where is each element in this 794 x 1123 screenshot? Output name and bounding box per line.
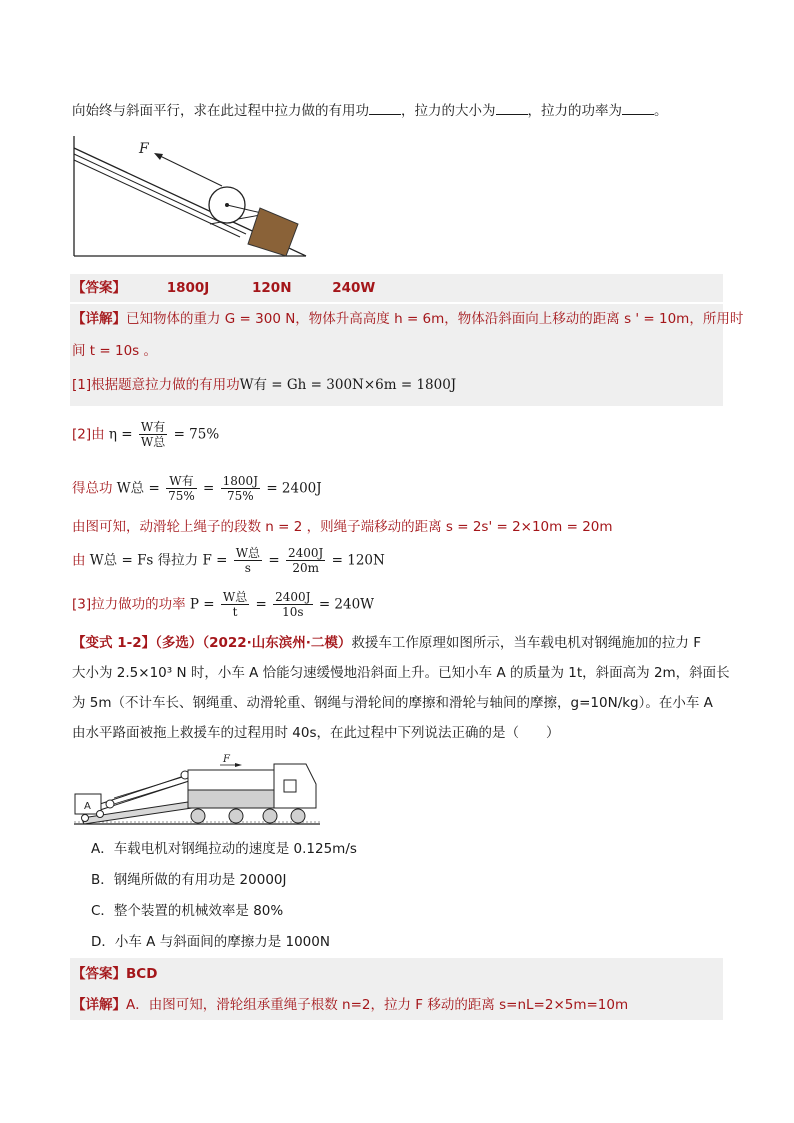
detail-text: A．由图可知，滑轮组承重绳子根数 n=2，拉力 F 移动的距离 s=nL=2×5m=10m <box>126 997 629 1013</box>
rescue-truck-figure <box>70 754 330 830</box>
answer-row-2 <box>72 965 157 983</box>
answer-label: 【答案】 <box>72 966 126 982</box>
detail-1-step-1 <box>72 376 456 394</box>
multi-select-tag: （多选） <box>155 635 203 651</box>
step-lhs: W总 = <box>116 480 160 497</box>
source-tag: （2022·山东滨州·二模） <box>202 635 352 651</box>
question-top-line <box>72 102 668 120</box>
variant-tag: 【变式 1-2】 <box>72 635 156 651</box>
fraction: $\frac{\text{W有}}{\text{W总}}$ <box>140 420 166 449</box>
step-result: = 240W <box>318 596 375 613</box>
detail-1-line-1 <box>72 310 743 328</box>
detail-2-line <box>72 996 628 1014</box>
answer-blank-2 <box>496 102 528 115</box>
detail-1-step-3: 得总功 W总 = $\frac{\text{W有}}{75\%}$ = $\frac{1800J}{75\%}$ = 2400J <box>72 474 322 503</box>
q2-line-1 <box>72 634 701 652</box>
step-result: = 2400J <box>266 480 322 497</box>
answer-value-3: 240W <box>332 280 376 296</box>
answer-label: 【答案】 <box>72 280 126 296</box>
step-text: [2]由 <box>72 426 105 443</box>
step-text: 得总功 <box>72 480 113 497</box>
detail-1-step-4: 由图可知，动滑轮上绳子的段数 n = 2 ，则绳子端移动的距离 s = 2s' = 2×10m = 20m <box>72 519 613 535</box>
step-result: = 120N <box>331 552 385 569</box>
step-text: [1]根据题意拉力做的有用功 <box>72 377 240 393</box>
detail-1-step-2 <box>72 420 219 449</box>
question-text: ，拉力的功率为 <box>527 103 622 119</box>
incline-pulley-figure <box>70 134 310 260</box>
fraction: $\frac{\text{W总}}{s}$ <box>235 546 261 575</box>
fraction: $\frac{\text{W有}}{75\%}$ <box>168 474 195 503</box>
truck-force-label: F <box>223 754 230 765</box>
answer-row-1 <box>72 279 375 297</box>
eta-symbol: η = <box>108 426 133 443</box>
step-text: 由 <box>72 552 86 569</box>
fraction: $\frac{2400J}{20m}$ <box>287 546 324 575</box>
option-b: B．钢绳所做的有用功是 20000J <box>91 872 287 888</box>
answer-blank-1 <box>369 102 401 115</box>
answer-value-2: 120N <box>252 280 292 296</box>
answer-blank-3 <box>622 102 654 115</box>
detail-label: 【详解】 <box>72 311 126 327</box>
question-text: 。 <box>654 103 668 119</box>
detail-label: 【详解】 <box>72 997 126 1013</box>
detail-1-step-5: 由 W总 = Fs 得拉力 F = $\frac{\text{W总}}{s}$ = $\frac{2400J}{20m}$ = 120N <box>72 546 385 575</box>
question-text: ，拉力的大小为 <box>401 103 496 119</box>
step-lhs: P = <box>189 596 215 613</box>
step-text: [3]拉力做功的功率 <box>72 596 186 613</box>
question-text: 救援车工作原理如图所示，当车载电机对钢绳施加的拉力 F <box>351 635 701 651</box>
option-a: A．车载电机对钢绳拉动的速度是 0.125m/s <box>91 841 357 857</box>
q2-line-3: 为 5m（不计车长、钢绳重、动滑轮重、钢绳与滑轮间的摩擦和滑轮与轴间的摩擦，g=10N/kg）。在小车 A <box>72 695 713 711</box>
fraction: $\frac{\text{W总}}{t}$ <box>222 590 248 619</box>
answer-value: BCD <box>126 966 158 982</box>
step-mid: W总 = Fs 得拉力 F = <box>89 552 228 569</box>
question-text: 向始终与斜面平行，求在此过程中拉力做的有用功 <box>72 103 369 119</box>
q2-line-4: 由水平路面被拖上救援车的过程用时 40s，在此过程中下列说法正确的是（ ） <box>72 725 560 741</box>
answer-value-1: 1800J <box>166 280 210 296</box>
cart-label: A <box>84 801 91 812</box>
option-d: D．小车 A 与斜面间的摩擦力是 1000N <box>91 934 330 950</box>
step-equation: W有 = Gh = 300N×6m = 1800J <box>239 377 457 393</box>
q2-line-2: 大小为 2.5×10³ N 时，小车 A 恰能匀速缓慢地沿斜面上升。已知小车 A 的质量为 1t，斜面高为 2m，斜面长 <box>72 665 730 681</box>
detail-text: 已知物体的重力 G = 300 N，物体升高高度 h = 6m，物体沿斜面向上移动的距离 s ' = 10m，所用时 <box>126 311 744 327</box>
fraction: $\frac{1800J}{75\%}$ <box>222 474 259 503</box>
detail-1-line-2: 间 t = 10s 。 <box>72 343 157 359</box>
option-c: C．整个装置的机械效率是 80% <box>91 903 284 919</box>
force-label: F <box>139 141 149 157</box>
detail-1-step-6: [3]拉力做功的功率 P = $\frac{\text{W总}}{t}$ = $\frac{2400J}{10s}$ = 240W <box>72 590 375 619</box>
fraction: $\frac{2400J}{10s}$ <box>275 590 311 619</box>
step-result: = 75% <box>173 426 220 443</box>
